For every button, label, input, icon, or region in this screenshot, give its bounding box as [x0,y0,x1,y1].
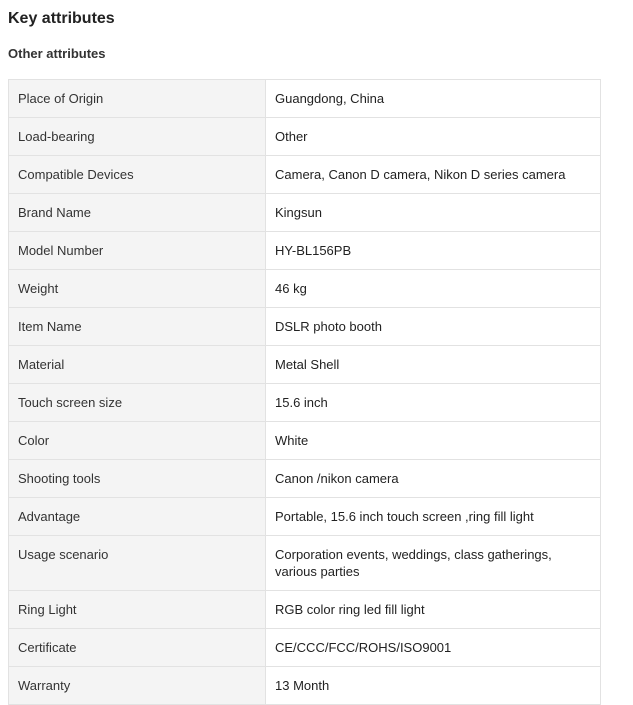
attribute-key: Model Number [9,232,266,270]
attribute-key: Load-bearing [9,118,266,156]
table-row [9,308,601,346]
section-title: Key attributes [8,10,115,27]
attribute-key: Usage scenario [9,536,266,591]
table-row [9,498,601,536]
table-row [9,118,601,156]
table-row [9,667,601,705]
table-row [9,270,601,308]
attribute-value: Kingsun [266,194,601,232]
section-subtitle: Other attributes [8,46,106,61]
table-row [9,460,601,498]
attribute-key: Shooting tools [9,460,266,498]
attribute-value: Camera, Canon D camera, Nikon D series camera [266,156,601,194]
attribute-key: Warranty [9,667,266,705]
attribute-key: Material [9,346,266,384]
table-row [9,591,601,629]
attribute-value: Metal Shell [266,346,601,384]
attribute-value: White [266,422,601,460]
table-row [9,422,601,460]
attribute-value: Corporation events, weddings, class gatherings, various parties [266,536,601,591]
attribute-value: Guangdong, China [266,80,601,118]
table-row [9,80,601,118]
table-row [9,346,601,384]
attribute-key: Place of Origin [9,80,266,118]
attribute-key: Color [9,422,266,460]
attribute-value: 15.6 inch [266,384,601,422]
attributes-table [8,79,601,705]
attribute-key: Weight [9,270,266,308]
attribute-value: 46 kg [266,270,601,308]
attribute-key: Ring Light [9,591,266,629]
attribute-key: Item Name [9,308,266,346]
attribute-value: CE/CCC/FCC/ROHS/ISO9001 [266,629,601,667]
attribute-value: Other [266,118,601,156]
table-row [9,536,601,591]
attribute-key: Certificate [9,629,266,667]
table-row [9,232,601,270]
attribute-value: HY-BL156PB [266,232,601,270]
attribute-key: Compatible Devices [9,156,266,194]
attribute-key: Advantage [9,498,266,536]
attribute-key: Brand Name [9,194,266,232]
attribute-value: Portable, 15.6 inch touch screen ,ring fill light [266,498,601,536]
attribute-key: Touch screen size [9,384,266,422]
attribute-value: DSLR photo booth [266,308,601,346]
table-row [9,156,601,194]
attribute-value: 13 Month [266,667,601,705]
attribute-value: Canon /nikon camera [266,460,601,498]
table-row [9,384,601,422]
attribute-value: RGB color ring led fill light [266,591,601,629]
table-row [9,629,601,667]
table-row [9,194,601,232]
